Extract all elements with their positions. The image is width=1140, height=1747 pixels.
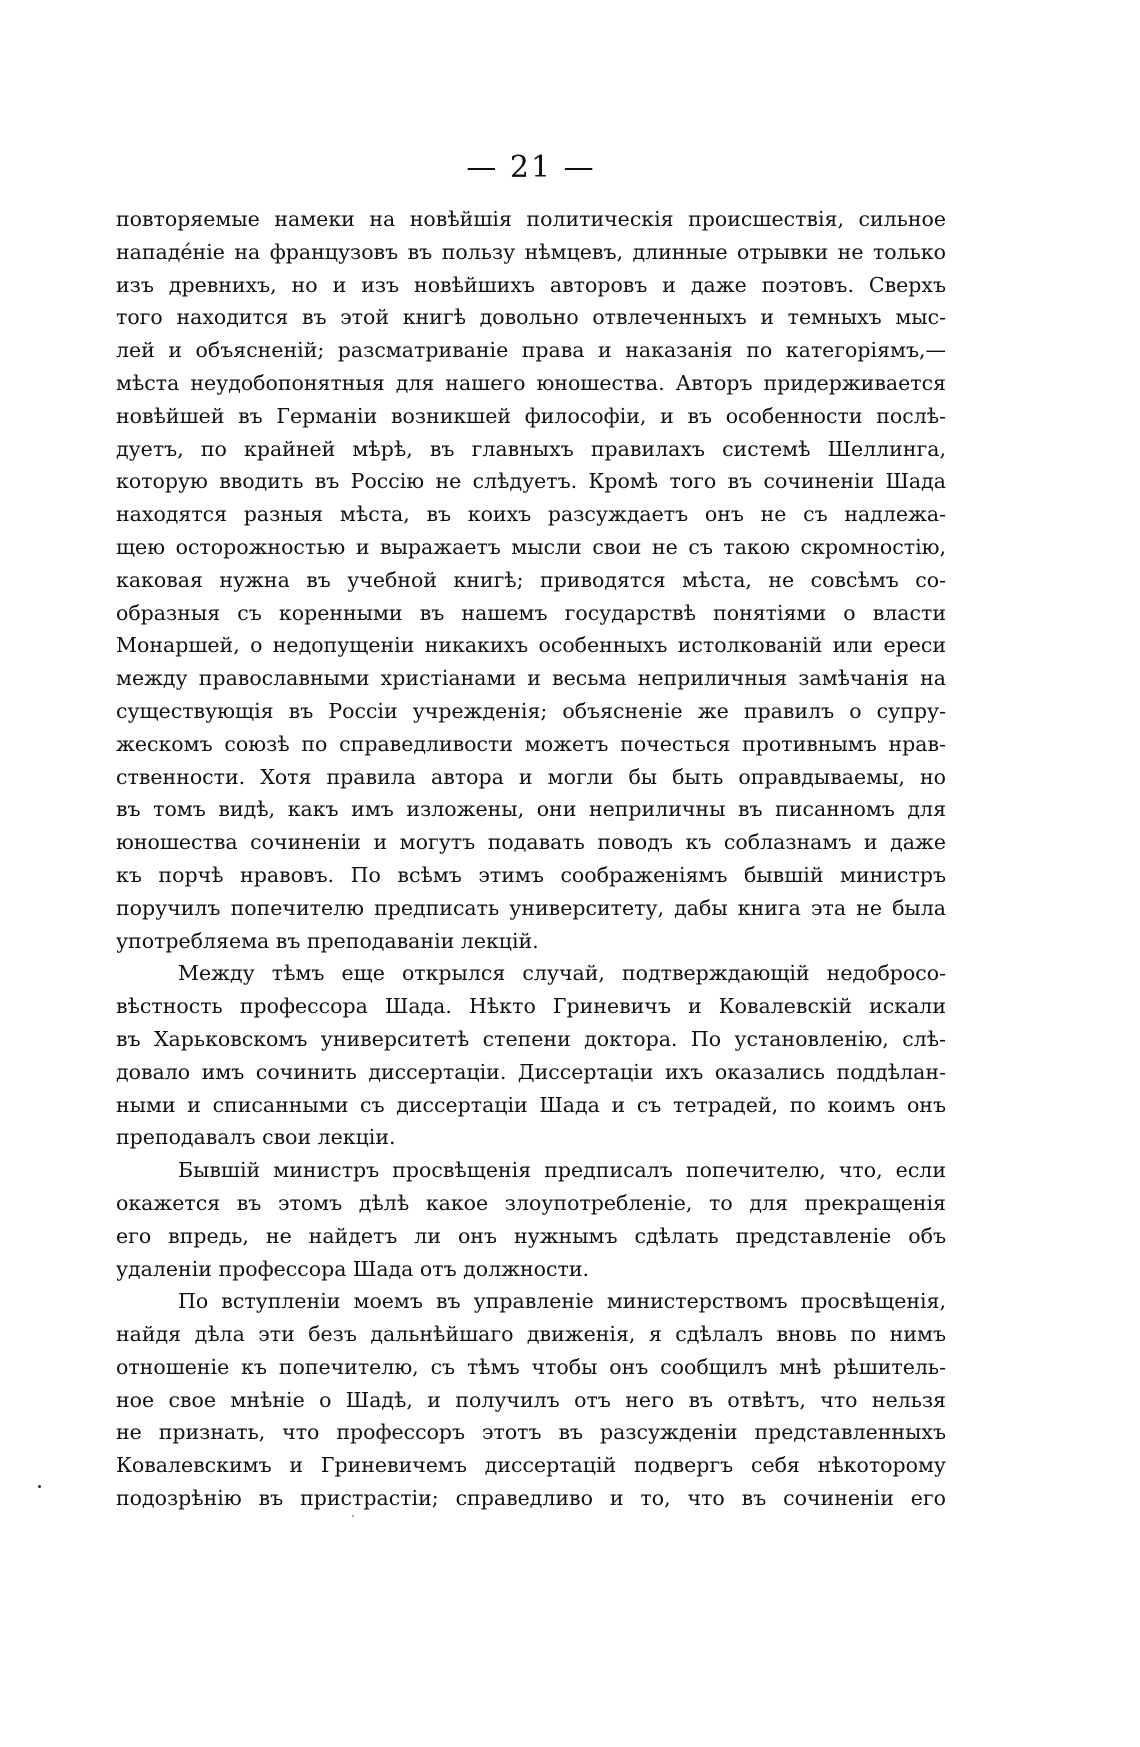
text-line: вѣстность профессора Шада. Нѣкто Гриневичъ и Ковалевскій искали [116,994,946,1019]
paragraph-3 [116,1154,946,1285]
paragraph-1 [116,203,946,957]
text-line: ственности. Хотя правила автора и могли бы быть оправдываемы, но [116,764,946,789]
text-line: находятся разныя мѣста, въ коихъ разсуждаетъ онъ не съ надлежа- [116,502,946,527]
text-line: дуетъ, по крайней мѣрѣ, въ главныхъ правилахъ системѣ Шеллинга, [116,436,946,461]
text-line: существующія въ Россіи учрежденія; объясненіе же правилъ о супру- [116,698,946,723]
text-line: Между тѣмъ еще открылся случай, подтверждающій недобросо- [178,961,946,986]
text-line: которую вводить въ Россію не слѣдуетъ. Кромѣ того въ сочиненіи Шада [116,469,946,494]
text-line: не признать, что профессоръ этотъ въ разсужденіи представленныхъ [116,1420,946,1445]
text-line: между православными христіанами и весьма неприличныя замѣчанія на [116,666,946,691]
text-line: въ Харьковскомъ университетѣ степени доктора. По установленію, слѣ- [116,1026,946,1051]
scan-speck [352,1515,354,1517]
paragraph-2 [116,957,946,1154]
text-line: окажется въ этомъ дѣлѣ какое злоупотребленіе, то для прекращенія [116,1190,946,1215]
text-line: Монаршей, о недопущеніи никакихъ особенныхъ истолкованій или ереси [116,633,946,658]
text-line: употребляема въ преподаваніи лекцій. [116,928,539,953]
text-line: изъ древнихъ, но и изъ новѣйшихъ авторовъ и даже поэтовъ. Сверхъ [116,272,946,297]
text-line: его впредь, не найдетъ ли онъ нужнымъ сдѣлать представленіе объ [116,1223,946,1248]
text-line: лей и объясненій; разсматриваніе права и наказанія по категоріямъ,— [116,338,946,363]
text-line: отношеніе къ попечителю, съ тѣмъ чтобы онъ сообщилъ мнѣ рѣшитель- [116,1354,946,1379]
text-line: Ковалевскимъ и Гриневичемъ диссертацій подвергъ себя нѣкоторому [116,1453,946,1478]
text-line: удаленіи профессора Шада отъ должности. [116,1256,590,1281]
text-line: повторяемые намеки на новѣйшія политическія происшествія, сильное [116,207,946,231]
text-line: подозрѣнію въ пристрастіи; справедливо и то, что въ сочиненіи его [116,1486,946,1511]
text-line: ное свое мнѣніе о Шадѣ, и получилъ отъ него въ отвѣтъ, что нельзя [116,1387,946,1412]
text-line: мѣста неудобопонятныя для нашего юношества. Авторъ придерживается [116,370,946,395]
page-number: — 21 — [466,150,596,185]
text-line: жескомъ союзѣ по справедливости можетъ почесться противнымъ нрав- [116,731,946,756]
text-line: образныя съ коренными въ нашемъ государствѣ понятіями о власти [116,600,946,625]
text-line: того находится въ этой книгѣ довольно отвлеченныхъ и темныхъ мыс- [116,305,946,330]
text-line: найдя дѣла эти безъ дальнѣйшаго движенія, я сдѣлалъ вновь по нимъ [116,1322,946,1347]
paragraph-4 [116,1285,946,1515]
text-line: нападе́ніе на французовъ въ пользу нѣмцевъ, длинные отрывки не только [116,239,946,264]
text-line: щею осторожностью и выражаетъ мысли свои не съ такою скромностію, [116,534,946,559]
text-line: новѣйшей въ Германіи возникшей философіи, и въ особенности послѣ- [116,403,946,428]
text-line: къ порчѣ нравовъ. По всѣмъ этимъ соображеніямъ бывшій министръ [116,862,946,887]
book-page [116,150,946,1515]
text-line: По вступленіи моемъ въ управленіе министерствомъ просвѣщенія, [178,1289,946,1314]
text-line: въ томъ видѣ, какъ имъ изложены, они неприличны въ писанномъ для [116,797,946,822]
text-line: преподавалъ свои лекціи. [116,1125,396,1150]
text-line: ными и списанными съ диссертаціи Шада и съ тетрадей, по коимъ онъ [116,1092,946,1117]
text-line: поручилъ попечителю предписать университету, дабы книга эта не была [116,895,946,920]
scan-speck [38,1485,41,1488]
text-line: каковая нужна въ учебной книгѣ; приводятся мѣста, не совсѣмъ со- [116,567,946,592]
text-line: довало имъ сочинить диссертаціи. Диссертаціи ихъ оказались поддѣлан- [116,1059,946,1084]
text-line: Бывшій министръ просвѣщенія предписалъ попечителю, что, если [178,1158,946,1183]
text-line: юношества сочиненіи и могутъ подавать поводъ къ соблазнамъ и даже [116,830,946,855]
